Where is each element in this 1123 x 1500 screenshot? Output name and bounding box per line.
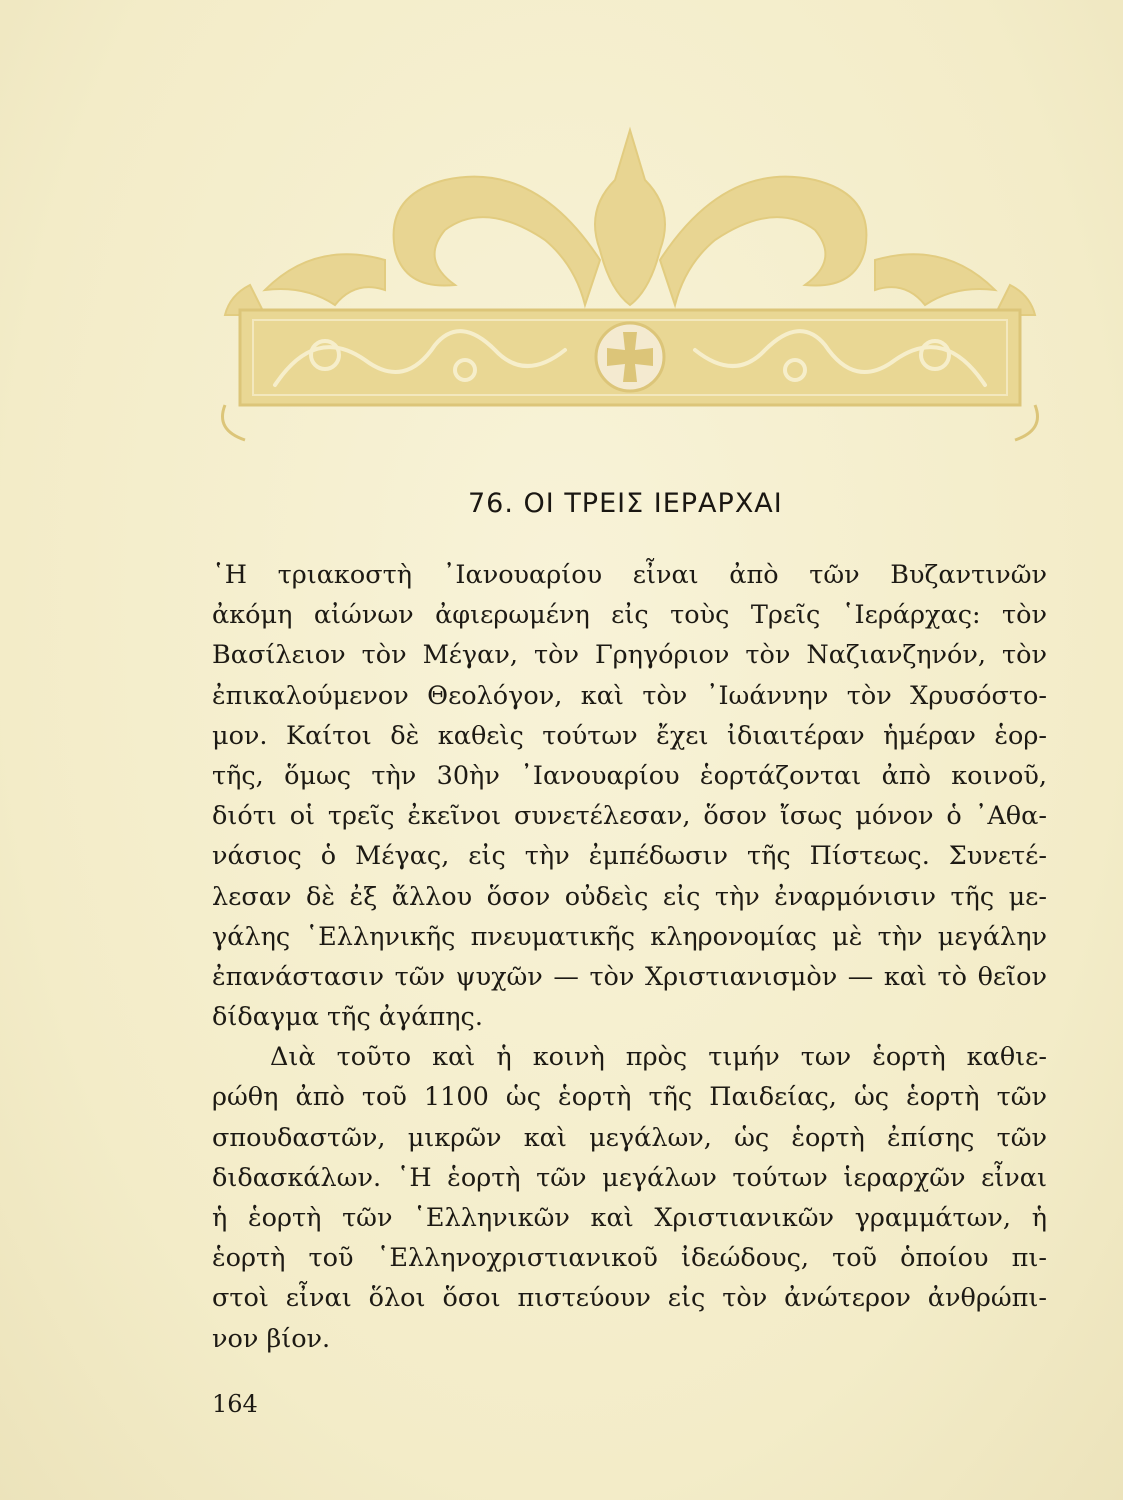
text-line: γάλης ῾Ελληνικῆς πνευματικῆς κληρονομίας μὲ τὴν μεγάλην [212,921,1047,952]
text-line: λεσαν δὲ ἐξ ἄλλου ὅσον οὐδεὶς εἰς τὴν ἐναρμόνισιν τῆς με- [212,881,1047,912]
body-text [212,555,1047,1359]
page-number: 164 [212,1390,258,1418]
chapter-title: 76. ΟΙ ΤΡΕΙΣ ΙΕΡΑΡΧΑΙ [468,488,783,519]
text-line: νάσιος ὁ Μέγας, εἰς τὴν ἐμπέδωσιν τῆς Πίστεως. Συνετέ- [212,841,1047,872]
text-line: Διὰ τοῦτο καὶ ἡ κοινὴ πρὸς τιμήν των ἑορτὴ καθιε- [270,1042,1047,1073]
text-line: ἑορτὴ τοῦ ῾Ελληνοχριστιανικοῦ ἰδεώδους, τοῦ ὁποίου πι- [212,1243,1047,1274]
paragraph-1 [212,555,1047,1037]
text-line: μον. Καίτοι δὲ καθεὶς τούτων ἔχει ἰδιαιτέραν ἡμέραν ἑορ- [212,720,1047,751]
text-line: τῆς, ὅμως τὴν 30ὴν ᾿Ιανουαρίου ἑορτάζονται ἀπὸ κοινοῦ, [212,760,1047,791]
text-line: ἐπικαλούμενον Θεολόγον, καὶ τὸν ᾿Ιωάννην τὸν Χρυσόστο- [212,680,1047,711]
text-line: σπουδαστῶν, μικρῶν καὶ μεγάλων, ὡς ἑορτὴ ἐπίσης τῶν [212,1122,1047,1153]
text-line: Βασίλειον τὸν Μέγαν, τὸν Γρηγόριον τὸν Ναζιανζηνόν, τὸν [212,640,1047,671]
text-line: διδασκάλων. ῾Η ἑορτὴ τῶν μεγάλων τούτων ἱεραρχῶν εἶναι [212,1162,1047,1193]
text-line: νον βίον. [212,1323,331,1354]
text-line: ῾Η τριακοστὴ ᾿Ιανουαρίου εἶναι ἀπὸ τῶν Βυζαντινῶν [212,560,1047,590]
paragraph-2 [212,1037,1047,1359]
text-line: ρώθη ἀπὸ τοῦ 1100 ὡς ἑορτὴ τῆς Παιδείας, ὡς ἑορτὴ τῶν [212,1082,1047,1113]
text-line: στοὶ εἶναι ὅλοι ὅσοι πιστεύουν εἰς τὸν ἀνώτερον ἀνθρώπι- [212,1283,1047,1314]
text-line: ἀκόμη αἰώνων ἀφιερωμένη εἰς τοὺς Τρεῖς ῾Ιεράρχας: τὸν [212,600,1047,631]
decorative-headpiece-ornament [205,120,1055,450]
text-line: ἡ ἑορτὴ τῶν ῾Ελληνικῶν καὶ Χριστιανικῶν γραμμάτων, ἡ [212,1203,1047,1233]
text-line: ἐπανάστασιν τῶν ψυχῶν — τὸν Χριστιανισμὸν — καὶ τὸ θεῖον [212,961,1047,992]
text-line: δίδαγμα τῆς ἀγάπης. [212,1002,483,1033]
text-line: διότι οἱ τρεῖς ἐκεῖνοι συνετέλεσαν, ὅσον ἴσως μόνον ὁ ᾿Αθα- [212,801,1047,832]
